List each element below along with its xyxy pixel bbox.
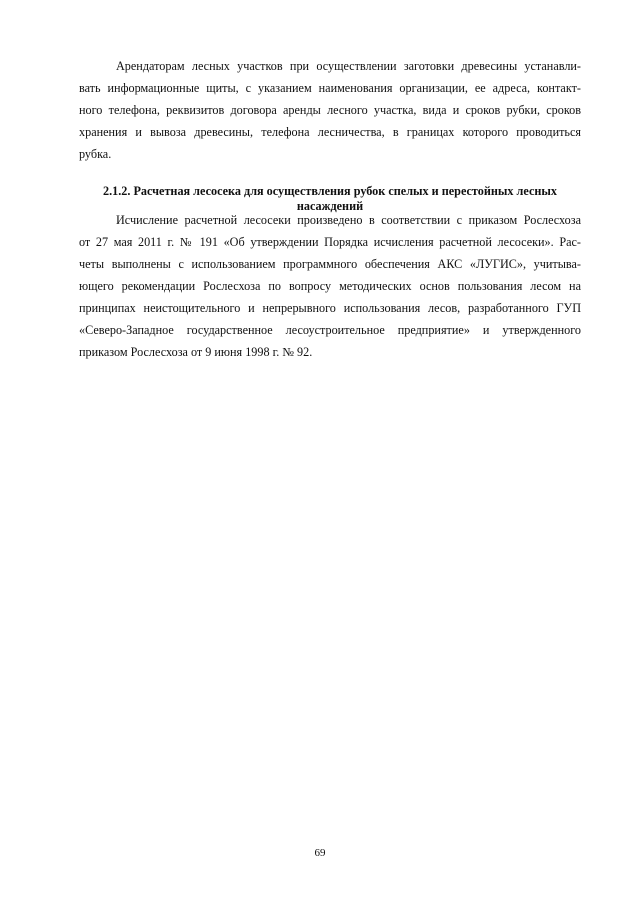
- paragraph-line: четы выполнены с использованием программного обеспечения АКС «ЛУГИС», учитыва-: [79, 257, 581, 271]
- paragraph-line: хранения и вывоза древесины, телефона лесничества, в границах которого проводиться: [79, 125, 581, 139]
- paragraph-line: от 27 мая 2011 г. № 191 «Об утверждении Порядка исчисления расчетной лесосеки». Рас-: [79, 235, 581, 249]
- paragraph-cutting-area-calculation: [79, 209, 581, 363]
- paragraph-line: принципах неистощительного и непрерывного использования лесов, разработанного ГУП: [79, 301, 581, 315]
- paragraph-line: «Северо-Западное государственное лесоустроительное предприятие» и утвержденного: [79, 323, 581, 337]
- page-number: 69: [314, 847, 326, 859]
- paragraph-line: ющего рекомендации Рослесхоза по вопросу методических основ пользования лесом на: [79, 279, 581, 293]
- paragraph-line: Арендаторам лесных участков при осуществлении заготовки древесины устанавли-: [116, 59, 581, 73]
- paragraph-line: ного телефона, реквизитов договора аренды лесного участка, вида и сроков рубки, сроков: [79, 103, 581, 117]
- paragraph-line: вать информационные щиты, с указанием наименования организации, ее адреса, контакт-: [79, 81, 581, 95]
- paragraph-info-boards: [79, 55, 581, 165]
- paragraph-line: Исчисление расчетной лесосеки произведено в соответствии с приказом Рослесхоза: [116, 213, 581, 227]
- paragraph-line: рубка.: [79, 147, 112, 161]
- paragraph-line: приказом Рослесхоза от 9 июня 1998 г. № 92.: [79, 345, 313, 359]
- section-heading-line: насаждений: [296, 199, 364, 213]
- section-heading-line: 2.1.2. Расчетная лесосека для осуществления рубок спелых и перестойных лесных: [102, 184, 557, 198]
